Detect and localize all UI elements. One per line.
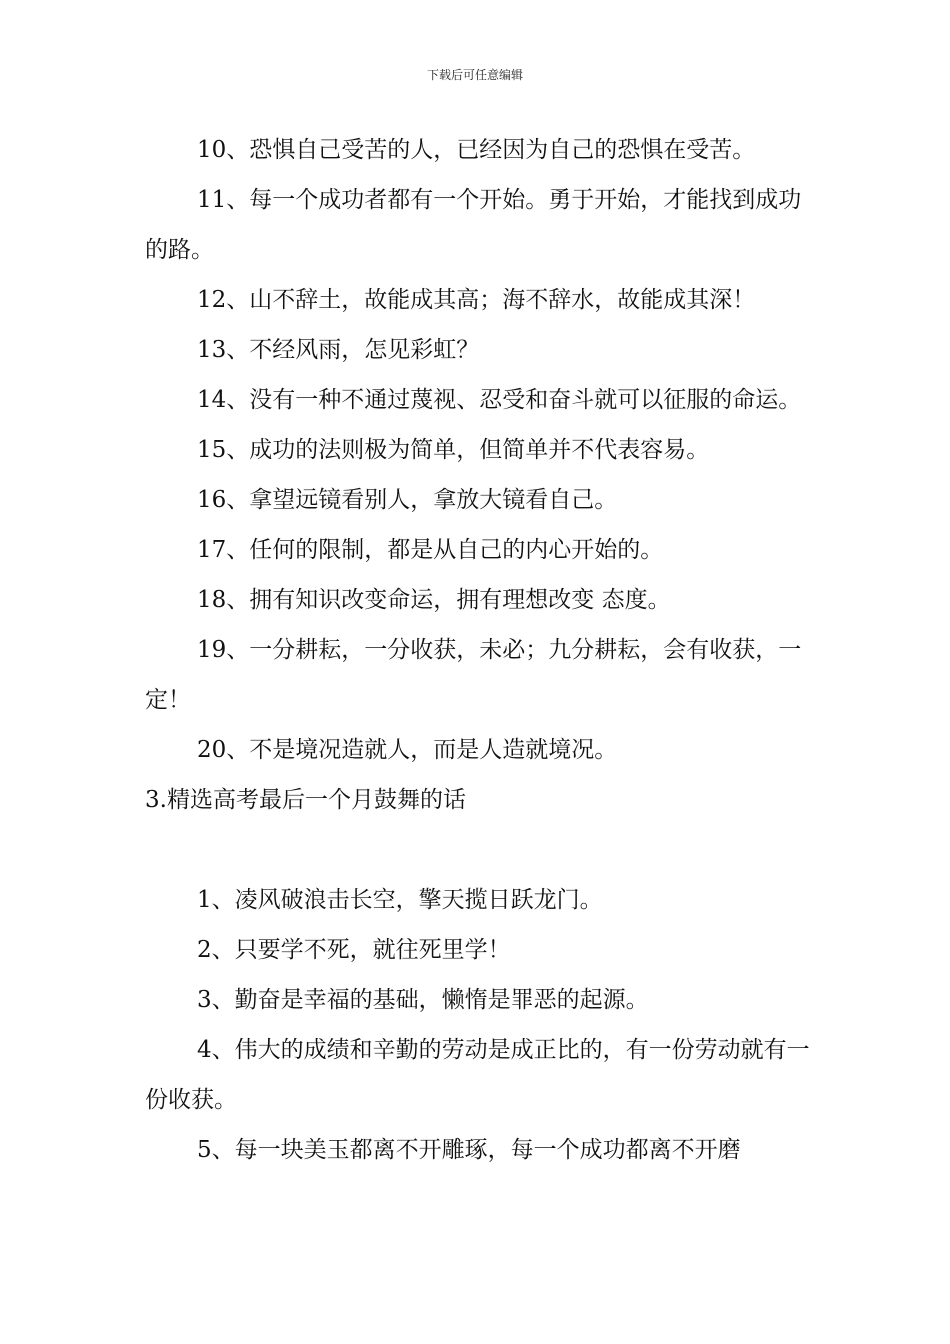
list-item: 16、拿望远镜看别人，拿放大镜看自己。 <box>197 487 618 513</box>
list-item: 20、不是境况造就人，而是人造就境况。 <box>197 737 618 763</box>
list-item: 19、一分耕耘，一分收获，未必；九分耕耘，会有收获，一定！ <box>145 637 802 713</box>
list-item: 4、伟大的成绩和辛勤的劳动是成正比的，有一份劳动就有一份收获。 <box>145 1037 810 1113</box>
section-spacer <box>145 825 810 875</box>
list-item: 11、每一个成功者都有一个开始。勇于开始，才能找到成功的路。 <box>145 187 802 263</box>
list-item: 13、不经风雨，怎见彩虹？ <box>197 337 480 363</box>
page-header-note: 下载后可任意编辑 <box>426 68 523 82</box>
list-item: 14、没有一种不通过蔑视、忍受和奋斗就可以征服的命运。 <box>197 387 802 413</box>
list-item: 15、成功的法则极为简单，但简单并不代表容易。 <box>197 437 710 463</box>
list-item: 17、任何的限制，都是从自己的内心开始的。 <box>197 537 664 563</box>
document-body <box>145 125 810 1175</box>
list-item: 18、拥有知识改变命运，拥有理想改变 态度。 <box>197 587 671 613</box>
list-item: 1、凌风破浪击长空，擎天揽日跃龙门。 <box>197 887 603 913</box>
list-item: 5、每一块美玉都离不开雕琢，每一个成功都离不开磨 <box>197 1137 741 1163</box>
list-item: 2、只要学不死，就往死里学！ <box>197 937 511 963</box>
list-item: 12、山不辞土，故能成其高；海不辞水，故能成其深！ <box>197 287 756 313</box>
list-item: 10、恐惧自己受苦的人，已经因为自己的恐惧在受苦。 <box>197 137 756 163</box>
section-title: 3.精选高考最后一个月鼓舞的话 <box>145 787 466 813</box>
list-item: 3、勤奋是幸福的基础，懒惰是罪恶的起源。 <box>197 987 649 1013</box>
